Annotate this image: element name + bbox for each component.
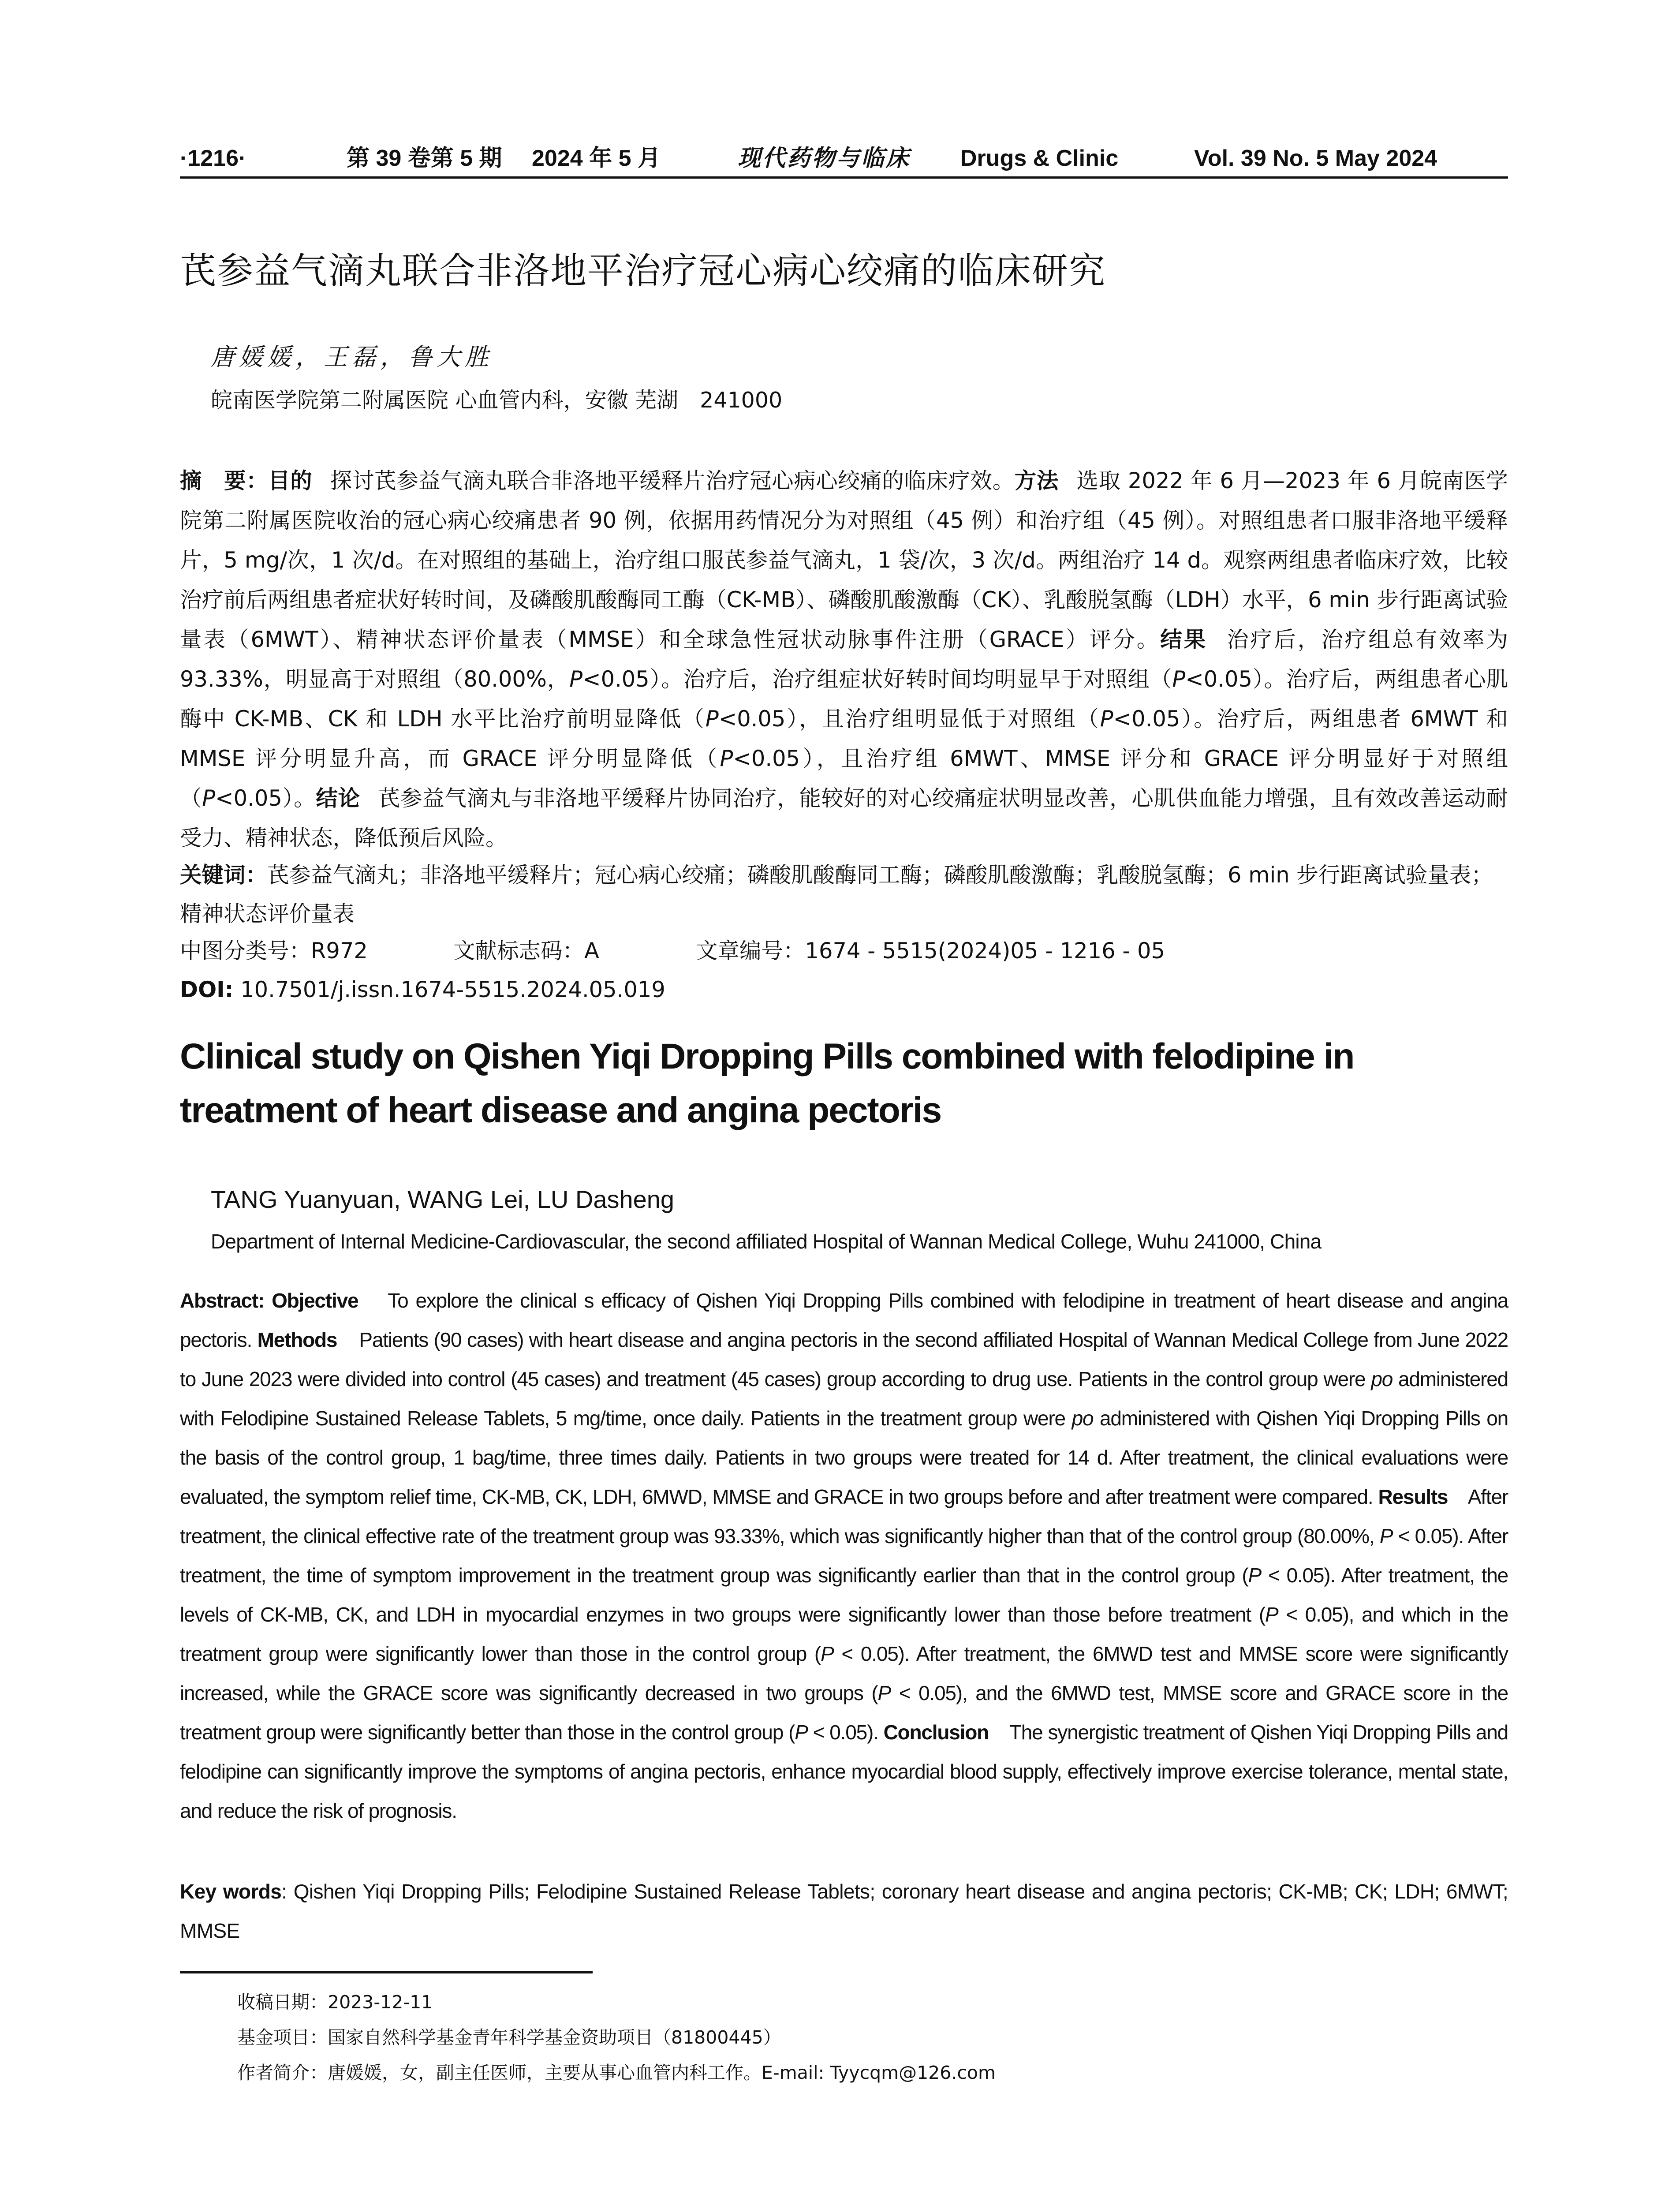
p-value-symbol: P [877, 1682, 891, 1704]
results-text-en: < 0.05). [813, 1721, 878, 1744]
affiliation-cn: 皖南医学院第二附属医院 心血管内科，安徽 芜湖 241000 [211, 388, 783, 413]
abstract-en [180, 1281, 1508, 1831]
conclusion-text-cn: 芪参益气滴丸与非洛地平缓释片协同治疗，能较好的对心绞痛症状明显改善，心肌供血能力增强，且有效改善运动耐受力、精神状态，降低预后风险。 [180, 785, 1508, 851]
clc-number: 中图分类号：R972 [180, 938, 368, 964]
p-value-symbol: P [720, 746, 733, 771]
results-text-en: < 0.05), and the 6MWD test, MMSE score and GRACE score in the treatment group were significantly better than those in the control group ( [180, 1682, 1508, 1744]
author-bio: 作者简介：唐媛媛，女，副主任医师，主要从事心血管内科工作。E-mail: Tyycqm@126.com [237, 2062, 996, 2083]
results-text-en: < 0.05). After treatment, the 6MWD test and MMSE score were significantly increased, while the GRACE score was significantly decreased in two groups ( [180, 1642, 1508, 1704]
doi-label: DOI: [180, 977, 234, 1002]
document-code: 文献标志码：A [453, 938, 599, 964]
p-value-symbol: P [202, 785, 216, 811]
p-value-symbol: P [1100, 706, 1113, 732]
keywords-label-en: Key words [180, 1880, 282, 1903]
po-abbrev: po [1071, 1407, 1094, 1430]
results-text-en: < 0.05). After treatment, the time of symptom improvement in the treatment group was significantly earlier than that in the control group ( [180, 1525, 1508, 1587]
abstract-label-cn: 摘 要： [180, 468, 269, 493]
keywords-text-en: : Qishen Yiqi Dropping Pills; Felodipine Sustained Release Tablets; coronary heart disease and angina pectoris; CK-MB; CK; LDH; 6MWT; MMSE [180, 1880, 1508, 1942]
methods-text-cn: 选取 2022 年 6 月—2023 年 6 月皖南医学院第二附属医院收治的冠心病心绞痛患者 90 例，依据用药情况分为对照组（45 例）和治疗组（45 例）。对照组患者口服非洛地平缓释片，5 mg/次，1 次/d。在对照组的基础上，治疗组口服芪参益气滴丸，1 袋/次，3 次/d。两组治疗 14 d。观察两组患者临床疗效，比较治疗前后两组患者症状好转时间，及磷酸肌酸酶同工酶（CK-MB）、磷酸肌酸激酶（CK）、乳酸脱氢酶（LDH）水平，6 min 步行距离试验量表（6MWT）、精神状态评价量表（MMSE）和全球急性冠状动脉事件注册（GRACE）评分。 [180, 468, 1508, 652]
methods-text-en: administered with Felodipine Sustained Release Tablets, 5 mg/time, once daily. Patients in the treatment group were [180, 1368, 1508, 1430]
p-value-symbol: P [1172, 666, 1186, 692]
methods-label-cn: 方法 [1014, 468, 1059, 493]
affiliation-en: Department of Internal Medicine-Cardiovascular, the second affiliated Hospital of Wannan Medical College, Wuhu 241000, China [211, 1230, 1322, 1253]
p-value-symbol: P [1265, 1603, 1278, 1626]
article-title-cn: 芪参益气滴丸联合非洛地平治疗冠心病心绞痛的临床研究 [180, 250, 1106, 292]
footnotes [237, 1984, 1472, 2090]
results-text-cn: <0.05）。治疗后，两组患者心肌酶中 CK-MB、CK 和 LDH 水平比治疗前明显降低（ [180, 666, 1508, 732]
authors-cn: 唐媛媛，王磊，鲁大胜 [211, 343, 493, 371]
results-text-cn: <0.05），且治疗组 6MWT、MMSE 评分和 GRACE 评分明显好于对照组（ [180, 746, 1508, 811]
p-value-symbol: P [821, 1642, 834, 1665]
footnote-divider [180, 1971, 593, 1973]
objective-label-en: Objective [272, 1289, 358, 1312]
objective-text-cn: 探讨芪参益气滴丸联合非洛地平缓释片治疗冠心病心绞痛的临床疗效。 [330, 468, 1015, 493]
conclusion-label-cn: 结论 [316, 785, 360, 811]
p-value-symbol: P [795, 1721, 808, 1744]
abstract-label-en: Abstract: [180, 1289, 265, 1312]
running-header [180, 140, 1508, 179]
authors-en: TANG Yuanyuan, WANG Lei, LU Dasheng [211, 1185, 675, 1213]
results-text-cn: 治疗后，治疗组总有效率为 93.33%，明显高于对照组（80.00%， [180, 627, 1508, 692]
p-value-symbol: P [1379, 1525, 1393, 1547]
volume-issue-en: Vol. 39 No. 5 May 2024 [1194, 146, 1437, 171]
keywords-text-cn: 芪参益气滴丸；非洛地平缓释片；冠心病心绞痛；磷酸肌酸酶同工酶；磷酸肌酸激酶；乳酸脱氢酶；6 min 步行距离试验量表；精神状态评价量表 [180, 862, 1493, 927]
keywords-cn [180, 856, 1508, 933]
results-label-en: Results [1378, 1485, 1448, 1508]
doi-line [180, 970, 1508, 1009]
keywords-label-cn: 关键词： [180, 862, 267, 888]
received-date: 收稿日期：2023-12-11 [237, 1992, 433, 2013]
date-cn: 2024 年 5 月 [532, 146, 661, 171]
conclusion-label-en: Conclusion [883, 1721, 989, 1744]
journal-name-en: Drugs & Clinic [960, 146, 1119, 171]
volume-issue-cn: 第 39 卷第 5 期 [347, 146, 502, 171]
conclusion-text-en: The synergistic treatment of Qishen Yiqi Dropping Pills and felodipine can significantly improve the symptoms of angina pectoris, enhance myocardial blood supply, effectively improve exercise tolerance, mental state, and reduce the risk of prognosis. [180, 1721, 1508, 1822]
classification-line [180, 931, 1508, 970]
article-number: 文章编号：1674 - 5515(2024)05 - 1216 - 05 [696, 938, 1165, 964]
journal-name-cn: 现代药物与临床 [738, 145, 911, 172]
results-text-en: < 0.05). After treatment, the levels of CK-MB, CK, and LDH in myocardial enzymes in two groups were significantly lower than those before treatment ( [180, 1564, 1508, 1626]
results-text-cn: <0.05）。治疗后，治疗组症状好转时间均明显早于对照组（ [582, 666, 1172, 692]
objective-text-en: To explore the clinical s efficacy of Qishen Yiqi Dropping Pills combined with felodipine in treatment of heart disease and angina pectoris. [180, 1289, 1508, 1351]
objective-label-cn: 目的 [268, 468, 313, 493]
doi-value: 10.7501/j.issn.1674-5515.2024.05.019 [233, 977, 665, 1002]
p-value-symbol: P [1248, 1564, 1261, 1587]
results-label-cn: 结果 [1160, 627, 1208, 652]
po-abbrev: po [1371, 1368, 1393, 1390]
results-text-en: < 0.05), and which in the treatment group were significantly lower than those in the control group ( [180, 1603, 1508, 1665]
methods-label-en: Methods [257, 1328, 337, 1351]
results-text-cn: <0.05）。治疗后，两组患者 6MWT 和 MMSE 评分明显升高，而 GRACE 评分明显降低（ [180, 706, 1508, 771]
fund-project: 基金项目：国家自然科学基金青年科学基金资助项目（81800445） [237, 2027, 781, 2048]
abstract-cn [180, 461, 1508, 858]
page-number: ·1216· [180, 146, 246, 171]
results-text-cn: <0.05）。 [215, 785, 316, 811]
p-value-symbol: P [705, 706, 719, 732]
methods-text-en: administered with Qishen Yiqi Dropping Pills on the basis of the control group, 1 bag/time, three times daily. Patients in two groups were treated for 14 d. After treatment, the clinical evaluations were evaluated, the symptom relief time, CK-MB, CK, LDH, 6MWD, MMSE and GRACE in two groups before and after treatment were compared. [180, 1407, 1508, 1508]
methods-text-en: Patients (90 cases) with heart disease and angina pectoris in the second affiliated Hospital of Wannan Medical College from June 2022 to June 2023 were divided into control (45 cases) and treatment (45 cases) group according to drug use. Patients in the control group were [180, 1328, 1508, 1390]
keywords-en [180, 1872, 1508, 1951]
results-text-cn: <0.05），且治疗组明显低于对照组（ [718, 706, 1100, 732]
p-value-symbol: P [569, 666, 583, 692]
results-text-en: After treatment, the clinical effective rate of the treatment group was 93.33%, which was significantly higher than that of the control group (80.00%, [180, 1485, 1508, 1547]
article-title-en: Clinical study on Qishen Yiqi Dropping Pills combined with felodipine in treatment of heart disease and angina pectoris [180, 1036, 1354, 1130]
